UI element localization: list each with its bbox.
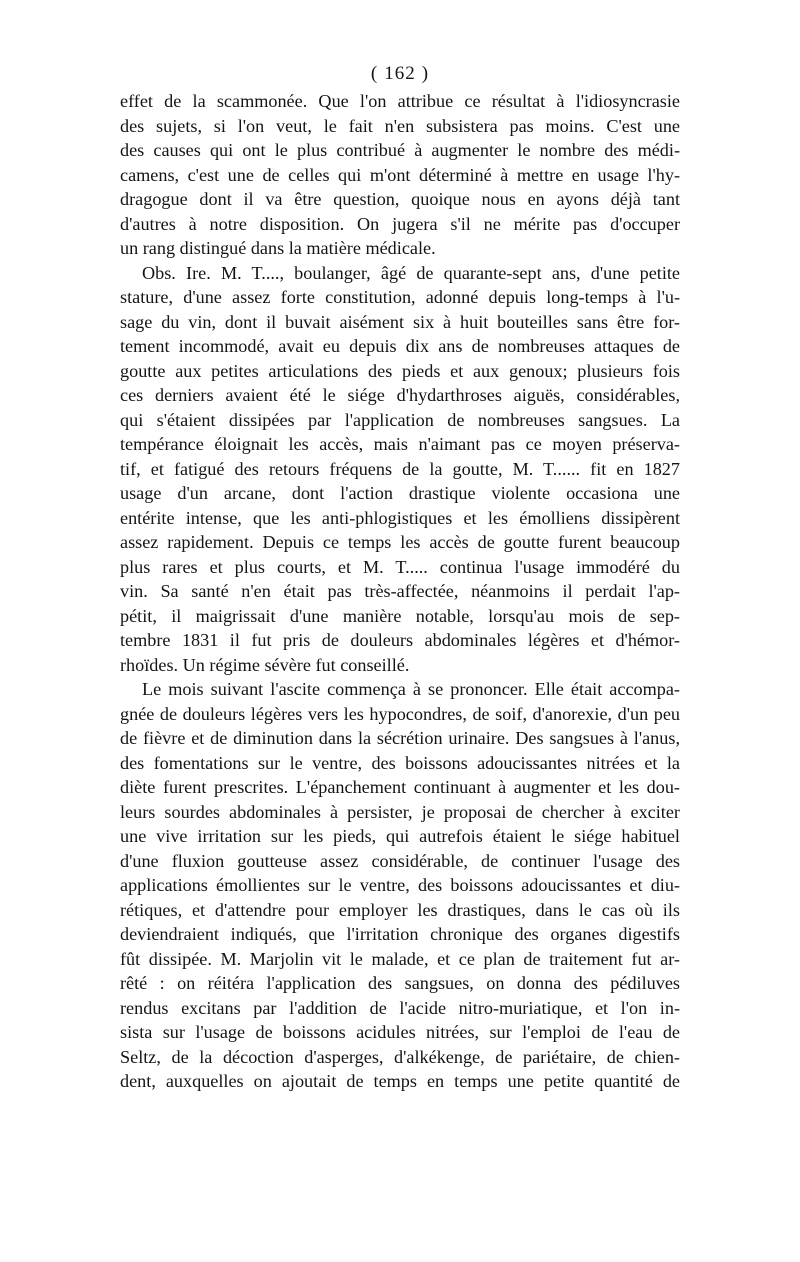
text-line: fût dissipée. M. Marjolin vit le malade, et ce plan de traitement fut ar- xyxy=(120,948,680,969)
paragraph-3 xyxy=(120,677,680,1094)
text-line: rêté : on réitéra l'application des sangsues, on donna des pédiluves xyxy=(120,973,680,993)
open-paren: ( xyxy=(370,63,379,84)
text-line: dragogue dont il va être question, quoique nous en ayons déjà tant xyxy=(120,189,680,209)
text-line: gnée de douleurs légères vers les hypocondres, de soif, d'anorexie, d'un peu xyxy=(120,703,680,724)
text-line: un rang distingué dans la matière médicale. xyxy=(120,238,436,258)
text-line: Seltz, de la décoction d'asperges, d'alkékenge, de pariétaire, de chien- xyxy=(120,1046,680,1067)
text-line: tement incommodé, avait eu depuis dix ans de nombreuses attaques de xyxy=(120,336,680,356)
text-line: diète furent prescrites. L'épanchement continuant à augmenter et les dou- xyxy=(120,777,680,797)
text-line: applications émollientes sur le ventre, des boissons adoucissantes et diu- xyxy=(120,875,680,895)
text-line: stature, d'une assez forte constitution, adonné depuis long-temps à l'u- xyxy=(120,287,680,307)
book-page xyxy=(120,62,680,1094)
text-line: d'autres à notre disposition. On jugera s'il ne mérite pas d'occuper xyxy=(120,213,680,234)
text-line: des fomentations sur le ventre, des boissons adoucissantes nitrées et la xyxy=(120,752,680,773)
text-line: dent, auxquelles on ajoutait de temps en temps une petite quantité de xyxy=(120,1071,680,1091)
text-line: effet de la scammonée. Que l'on attribue ce résultat à l'idiosyncrasie xyxy=(120,91,680,111)
text-line: entérite intense, que les anti-phlogistiques et les émolliens dissipèrent xyxy=(120,507,680,528)
text-line: qui s'étaient dissipées par l'application de nombreuses sangsues. La xyxy=(120,409,680,430)
paragraph-1 xyxy=(120,89,680,261)
text-line: rhoïdes. Un régime sévère fut conseillé. xyxy=(120,654,410,675)
text-line: des sujets, si l'on veut, le fait n'en subsistera pas moins. C'est une xyxy=(120,115,680,136)
text-line: usage d'un arcane, dont l'action drastique violente occasiona une xyxy=(120,483,680,503)
text-line: leurs sourdes abdominales à persister, je proposai de chercher à exciter xyxy=(120,801,680,822)
text-line: pétit, il maigrissait d'une manière notable, lorsqu'au mois de sep- xyxy=(120,605,680,626)
text-line: ces derniers avaient été le siége d'hydarthroses aiguës, considérables, xyxy=(120,385,680,405)
text-line: plus rares et plus courts, et M. T..... continua l'usage immodéré du xyxy=(120,556,680,577)
text-line: assez rapidement. Depuis ce temps les accès de goutte furent beaucoup xyxy=(120,532,680,552)
text-line: sage du vin, dont il buvait aisément six à huit bouteilles sans être for- xyxy=(120,311,680,332)
text-line: de fièvre et de diminution dans la sécrétion urinaire. Des sangsues à l'anus, xyxy=(120,728,680,748)
text-line: rétiques, et d'attendre pour employer les drastiques, dans le cas où ils xyxy=(120,899,680,920)
close-paren: ) xyxy=(421,63,430,84)
text-line: Le mois suivant l'ascite commença à se prononcer. Elle était accompa- xyxy=(142,679,680,699)
page-number-value: 162 xyxy=(384,63,416,84)
text-line: deviendraient indiqués, que l'irritation chronique des organes digestifs xyxy=(120,924,680,944)
text-line: tempérance éloignait les accès, mais n'aimant pas ce moyen préserva- xyxy=(120,434,680,454)
text-line: rendus excitans par l'addition de l'acide nitro-muriatique, et l'on in- xyxy=(120,997,680,1018)
text-line: des causes qui ont le plus contribué à augmenter le nombre des médi- xyxy=(120,140,680,160)
text-line: tif, et fatigué des retours fréquens de la goutte, M. T...... fit en 1827 xyxy=(120,458,680,479)
paragraph-2-observation xyxy=(120,261,680,678)
text-line: camens, c'est une de celles qui m'ont déterminé à mettre en usage l'hy- xyxy=(120,164,680,185)
text-line: tembre 1831 il fut pris de douleurs abdominales légères et d'hémor- xyxy=(120,630,680,650)
text-line: sista sur l'usage de boissons acidules nitrées, sur l'emploi de l'eau de xyxy=(120,1022,680,1042)
text-line: d'une fluxion goutteuse assez considérable, de continuer l'usage des xyxy=(120,850,680,871)
text-line: vin. Sa santé n'en était pas très-affectée, néanmoins il perdait l'ap- xyxy=(120,581,680,601)
page-number xyxy=(120,62,680,86)
text-line: goutte aux petites articulations des pieds et aux genoux; plusieurs fois xyxy=(120,360,680,381)
text-line: une vive irritation sur les pieds, qui autrefois étaient le siége habituel xyxy=(120,826,680,846)
text-line: Obs. Ire. M. T...., boulanger, âgé de quarante-sept ans, d'une petite xyxy=(142,262,680,283)
